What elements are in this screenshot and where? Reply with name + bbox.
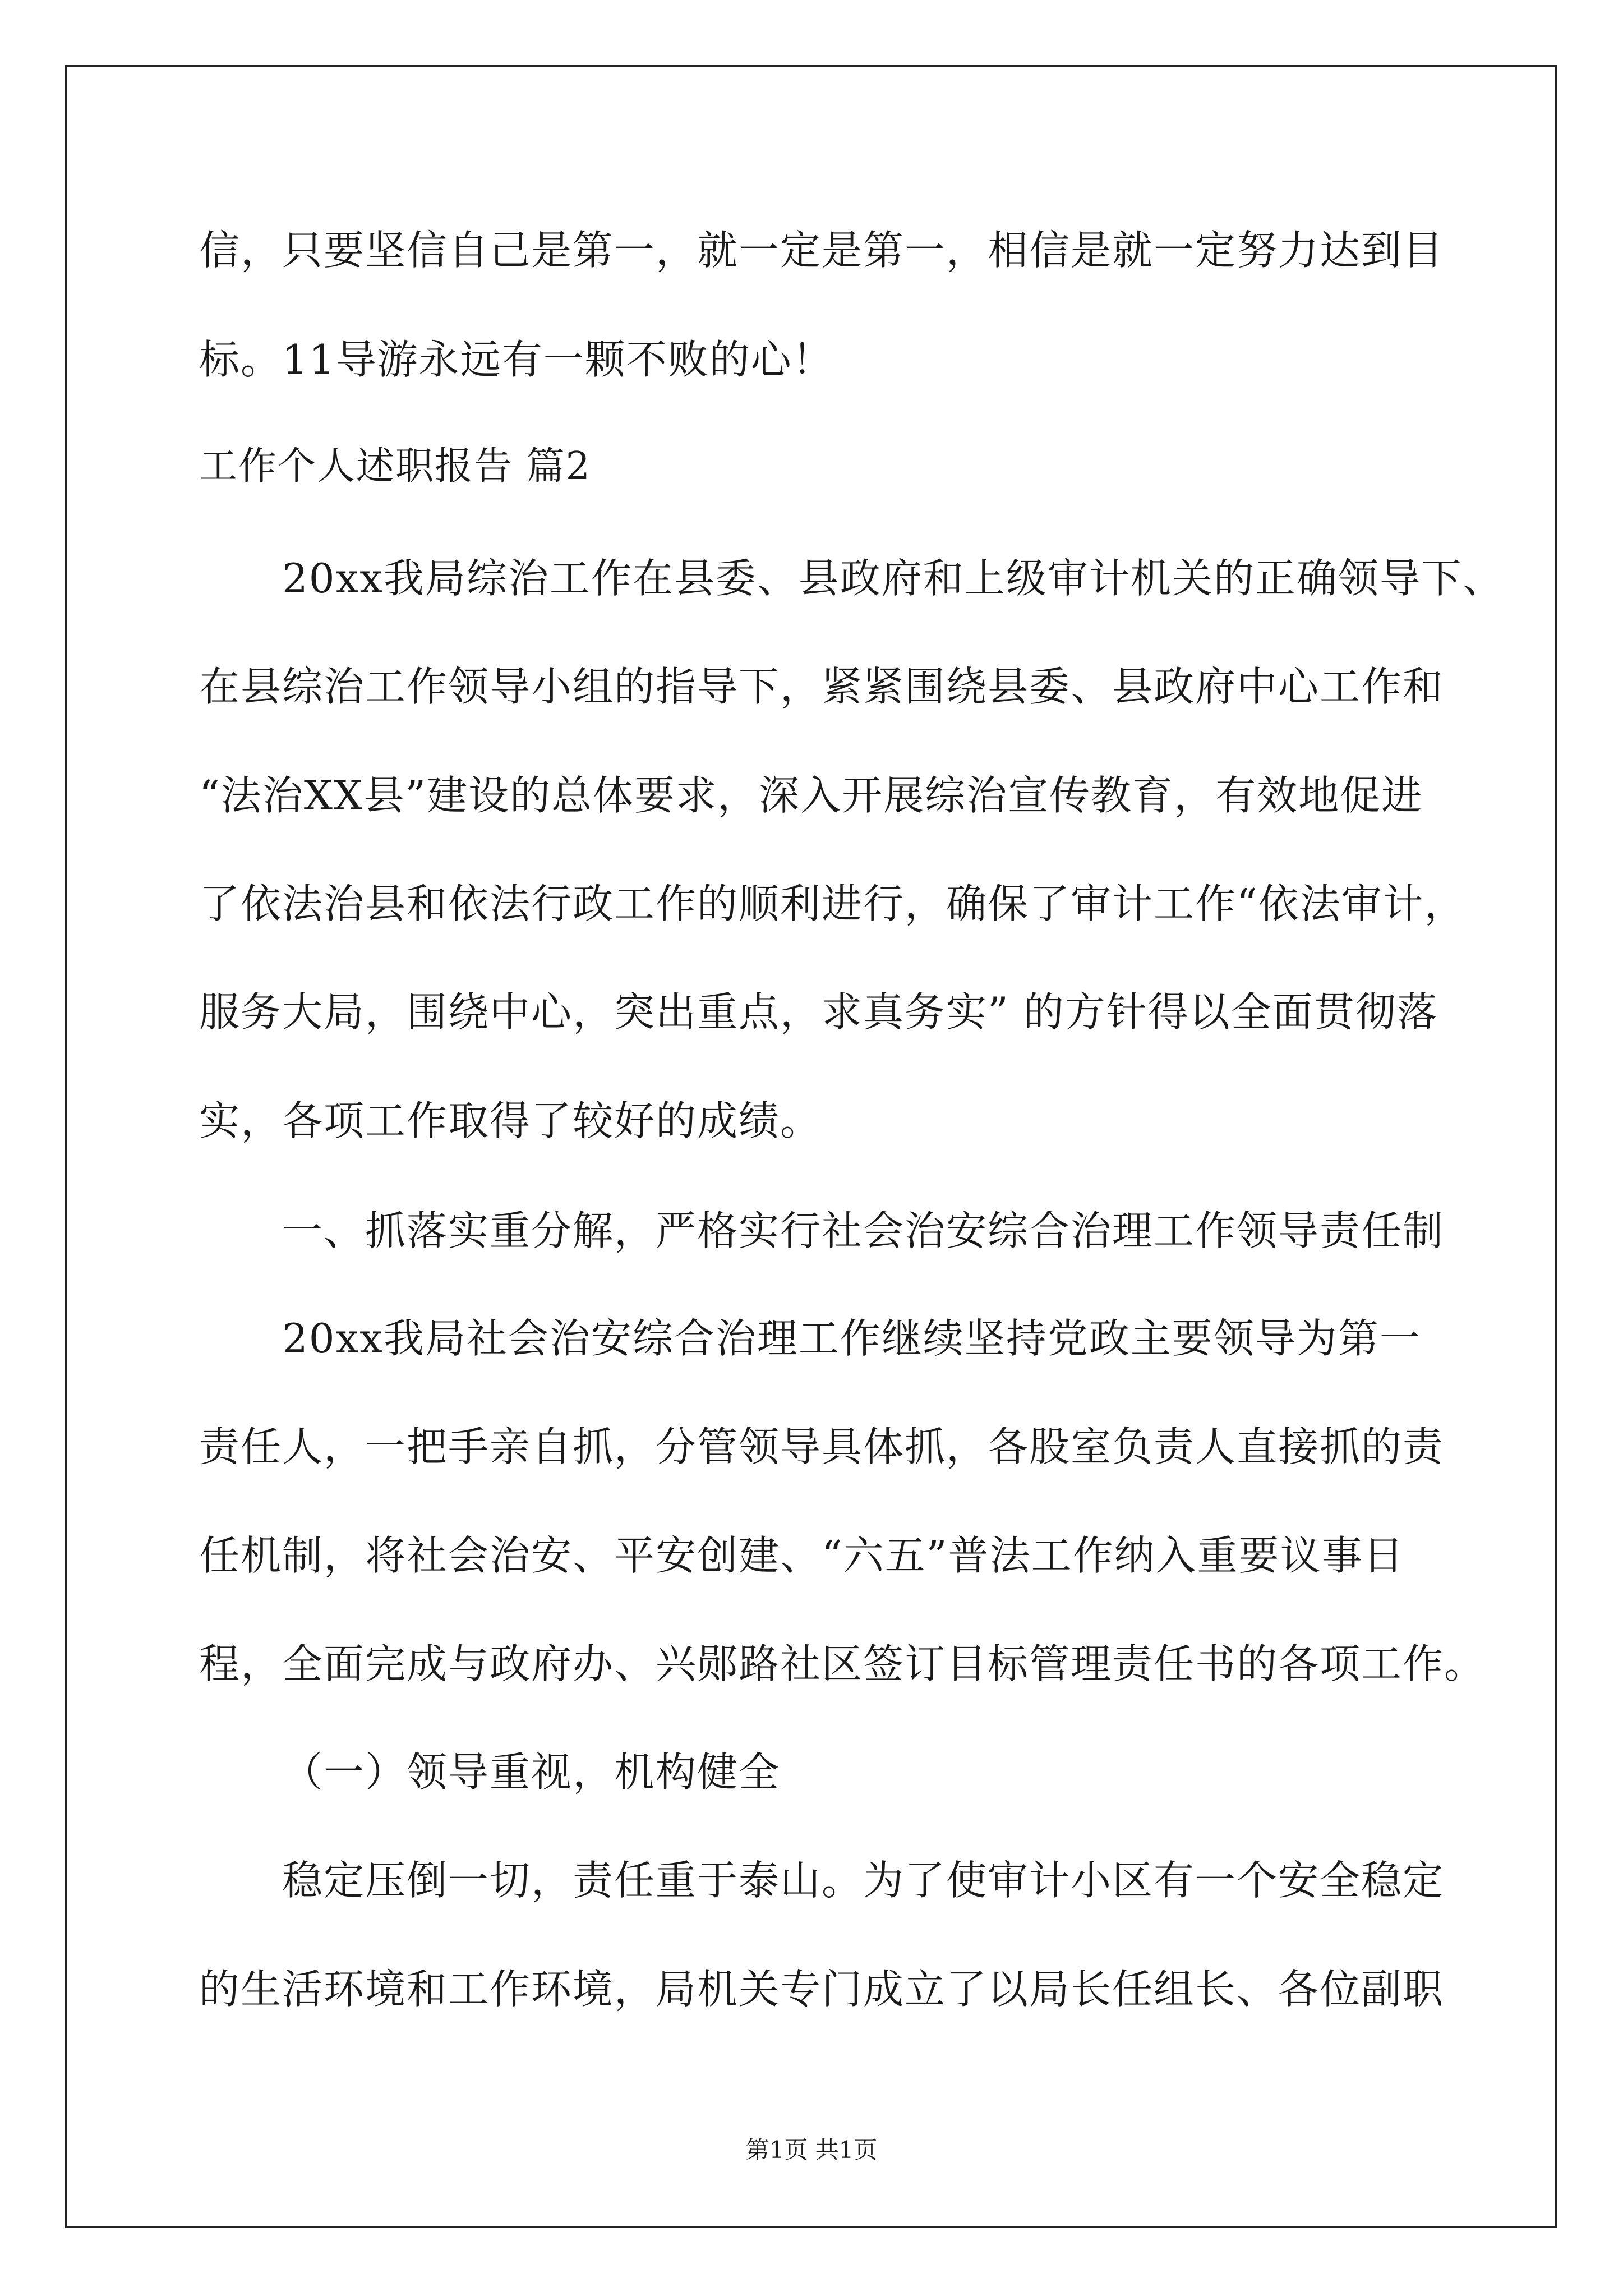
body-line-5: “法治XX县”建设的总体要求，深入开展综治宣传教育，有效地促进	[199, 772, 1423, 819]
body-line-7: 服务大局，围绕中心，突出重点，求真务实” 的方针得以全面贯彻落	[199, 988, 1438, 1036]
subheading-2: （一）领导重视，机构健全	[282, 1749, 781, 1796]
body-line-11: 任机制，将社会治安、平安创建、“六五”普法工作纳入重要议事日	[199, 1532, 1405, 1579]
subheading-1: 一、抓落实重分解，严格实行社会治安综合治理工作领导责任制	[282, 1207, 1445, 1254]
body-line-3: 20xx我局综治工作在县委、县政府和上级审计机关的正确领导下、	[282, 555, 1504, 602]
body-line-1: 信，只要坚信自己是第一，就一定是第一，相信是就一定努力达到目	[199, 227, 1445, 274]
body-line-9: 20xx我局社会治安综合治理工作继续坚持党政主要领导为第一	[282, 1315, 1421, 1362]
body-line-13: 稳定压倒一切，责任重于泰山。为了使审计小区有一个安全稳定	[282, 1857, 1445, 1904]
section-heading: 工作个人述职报告 篇2	[199, 444, 591, 489]
page-number-footer: 第1页 共1页	[745, 2136, 878, 2164]
body-line-14: 的生活环境和工作环境，局机关专门成立了以局长任组长、各位副职	[199, 1966, 1445, 2013]
body-line-6: 了依法治县和依法行政工作的顺利进行，确保了审计工作“依法审计，	[199, 880, 1466, 927]
body-line-12: 程，全面完成与政府办、兴郧路社区签订目标管理责任书的各项工作。	[199, 1640, 1486, 1687]
body-line-4: 在县综治工作领导小组的指导下，紧紧围绕县委、县政府中心工作和	[199, 663, 1445, 710]
body-line-8: 实，各项工作取得了较好的成绩。	[199, 1097, 822, 1144]
body-line-2: 标。11导游永远有一颗不败的心！	[199, 336, 834, 383]
body-line-10: 责任人，一把手亲自抓，分管领导具体抓，各股室负责人直接抓的责	[199, 1423, 1445, 1470]
